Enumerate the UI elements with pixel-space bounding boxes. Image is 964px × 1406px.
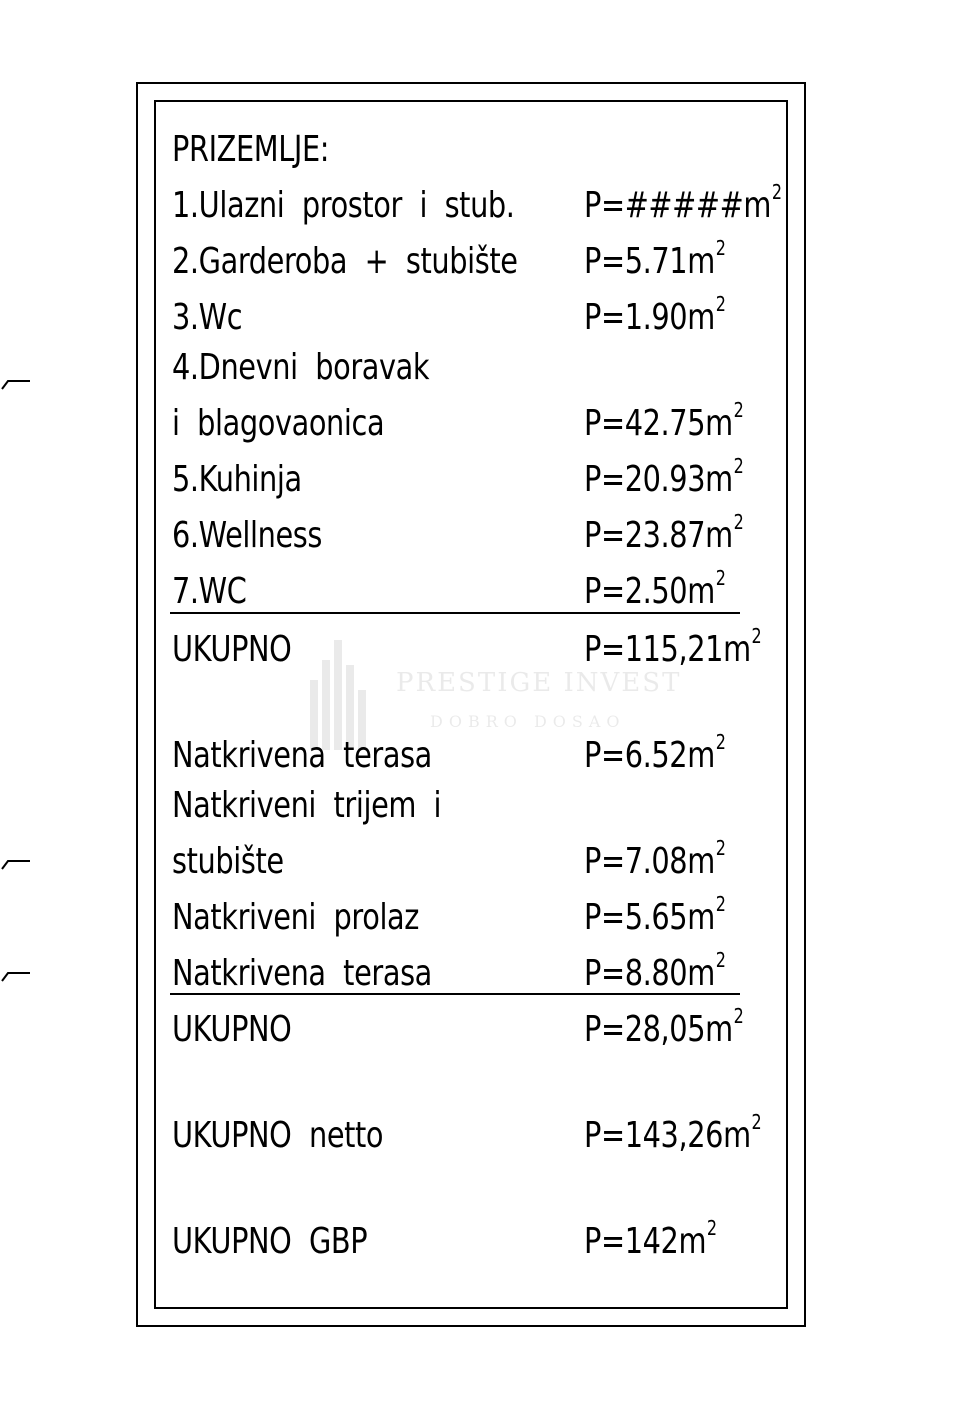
room-label: stubište bbox=[172, 841, 284, 882]
room-label: 5.Kuhinja bbox=[172, 459, 302, 500]
room-area: $P=7.08m^2$ bbox=[584, 836, 726, 882]
watermark-name: PRESTIGE INVEST bbox=[396, 668, 682, 698]
room-area: $P=8.80m^2$ bbox=[584, 948, 726, 994]
room-area: $P=1.90m^2$ bbox=[584, 292, 726, 338]
room-label: 7.WC bbox=[172, 571, 247, 612]
net-total-label: UKUPNO netto bbox=[172, 1115, 384, 1156]
room-label: 1.Ulazni prostor i stub. bbox=[172, 185, 515, 226]
room-area: $P=6.52m^2$ bbox=[584, 730, 726, 776]
subtotal-rule bbox=[170, 612, 740, 614]
total-area: $P=115,21m^2$ bbox=[584, 624, 762, 670]
room-label: 3.Wc bbox=[172, 297, 243, 338]
room-label: 4.Dnevni boravak bbox=[172, 347, 430, 388]
gbp-total-area: $P=142m^2$ bbox=[584, 1216, 717, 1262]
room-area: $P=5.71m^2$ bbox=[584, 236, 726, 282]
room-label: Natkriveni prolaz bbox=[172, 897, 420, 938]
section-heading: PRIZEMLJE: bbox=[172, 129, 330, 170]
room-area: $P=2.50m^2$ bbox=[584, 566, 726, 612]
net-total-area: $P=143,26m^2$ bbox=[584, 1110, 762, 1156]
room-area: $P=42.75m^2$ bbox=[584, 398, 744, 444]
room-label: Natkriveni trijem i bbox=[172, 785, 442, 826]
gbp-total-label: UKUPNO GBP bbox=[172, 1221, 368, 1262]
watermark-tagline: DOBRO DOSAO bbox=[430, 712, 626, 731]
room-area: $P=23.87m^2$ bbox=[584, 510, 744, 556]
total-area: $P=28,05m^2$ bbox=[584, 1004, 744, 1050]
margin-tick-mark bbox=[0, 969, 30, 983]
room-area: $P=20.93m^2$ bbox=[584, 454, 744, 500]
room-label: Natkrivena terasa bbox=[172, 953, 432, 994]
room-area: $P=5.65m^2$ bbox=[584, 892, 726, 938]
room-area: $P=\#\#\#\#\#m^2$ bbox=[584, 180, 782, 226]
total-label: UKUPNO bbox=[172, 629, 292, 670]
room-label: Natkrivena terasa bbox=[172, 735, 432, 776]
margin-tick-mark bbox=[0, 377, 30, 391]
total-label: UKUPNO bbox=[172, 1009, 292, 1050]
room-label: 2.Garderoba + stubište bbox=[172, 241, 518, 282]
room-label: 6.Wellness bbox=[172, 515, 322, 556]
subtotal-rule bbox=[170, 993, 740, 995]
room-label: i blagovaonica bbox=[172, 403, 385, 444]
margin-tick-mark bbox=[0, 857, 30, 871]
